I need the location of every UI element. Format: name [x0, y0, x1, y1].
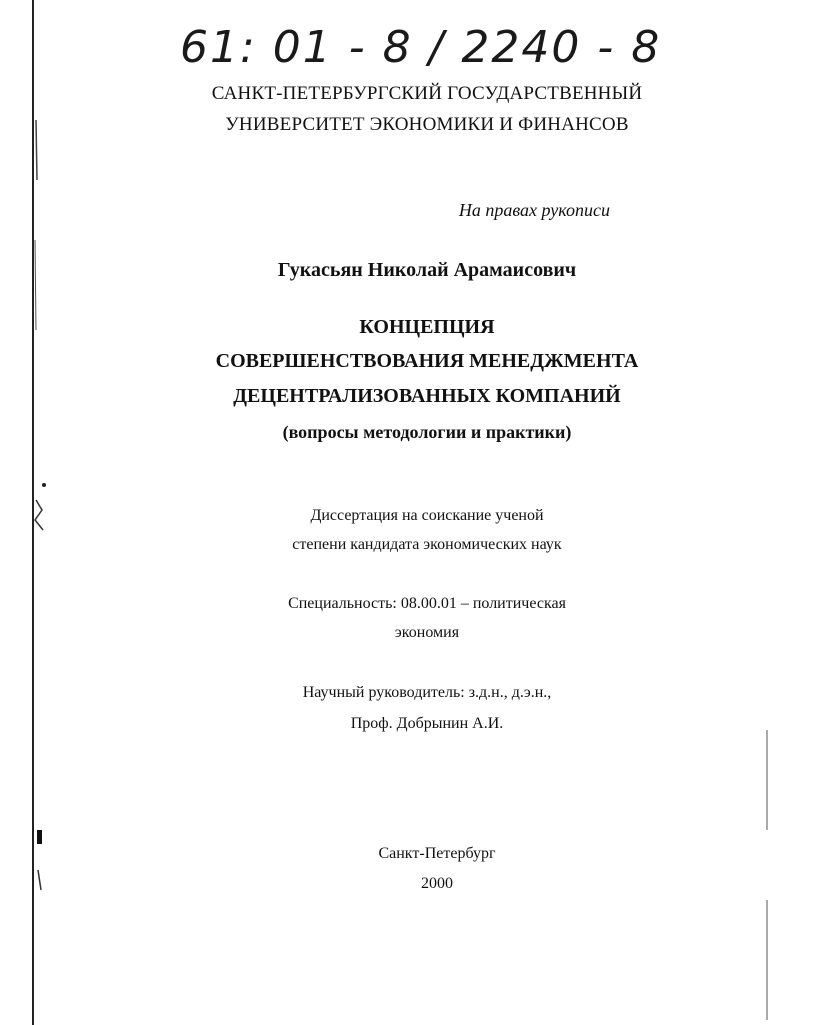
handwritten-code-text: 61: 01 - 8 / 2240 - 8 — [180, 22, 662, 73]
title-subtitle: (вопросы методологии и практики) — [282, 422, 572, 442]
city: Санкт-Петербург — [378, 845, 496, 862]
year: 2000 — [421, 875, 453, 892]
title-line-3: ДЕЦЕНТРАЛИЗОВАННЫХ КОМПАНИЙ — [233, 385, 621, 407]
specialty-line-2: экономия — [394, 624, 460, 641]
author-name: Гукасьян Николай Арамаисович — [277, 259, 577, 281]
title-line-2: СОВЕРШЕНСТВОВАНИЯ МЕНЕДЖМЕНТА — [215, 350, 639, 372]
supervisor-line-1: Научный руководитель: з.д.н., д.э.н., — [302, 684, 552, 701]
specialty-line-1: Специальность: 08.00.01 – политическая — [288, 595, 566, 612]
university-line-2: УНИВЕРСИТЕТ ЭКОНОМИКИ И ФИНАНСОВ — [225, 114, 629, 135]
title-line-1: КОНЦЕПЦИЯ — [359, 316, 495, 338]
dissertation-line-1: Диссертация на соискание ученой — [310, 507, 544, 524]
supervisor-line-2: Проф. Добрынин А.И. — [350, 715, 504, 732]
handwritten-archive-code — [176, 14, 662, 78]
university-line-1: САНКТ-ПЕТЕРБУРГСКИЙ ГОСУДАРСТВЕННЫЙ — [211, 83, 643, 104]
rights-note: На правах рукописи — [458, 200, 610, 220]
dissertation-line-2: степени кандидата экономических наук — [292, 536, 562, 553]
